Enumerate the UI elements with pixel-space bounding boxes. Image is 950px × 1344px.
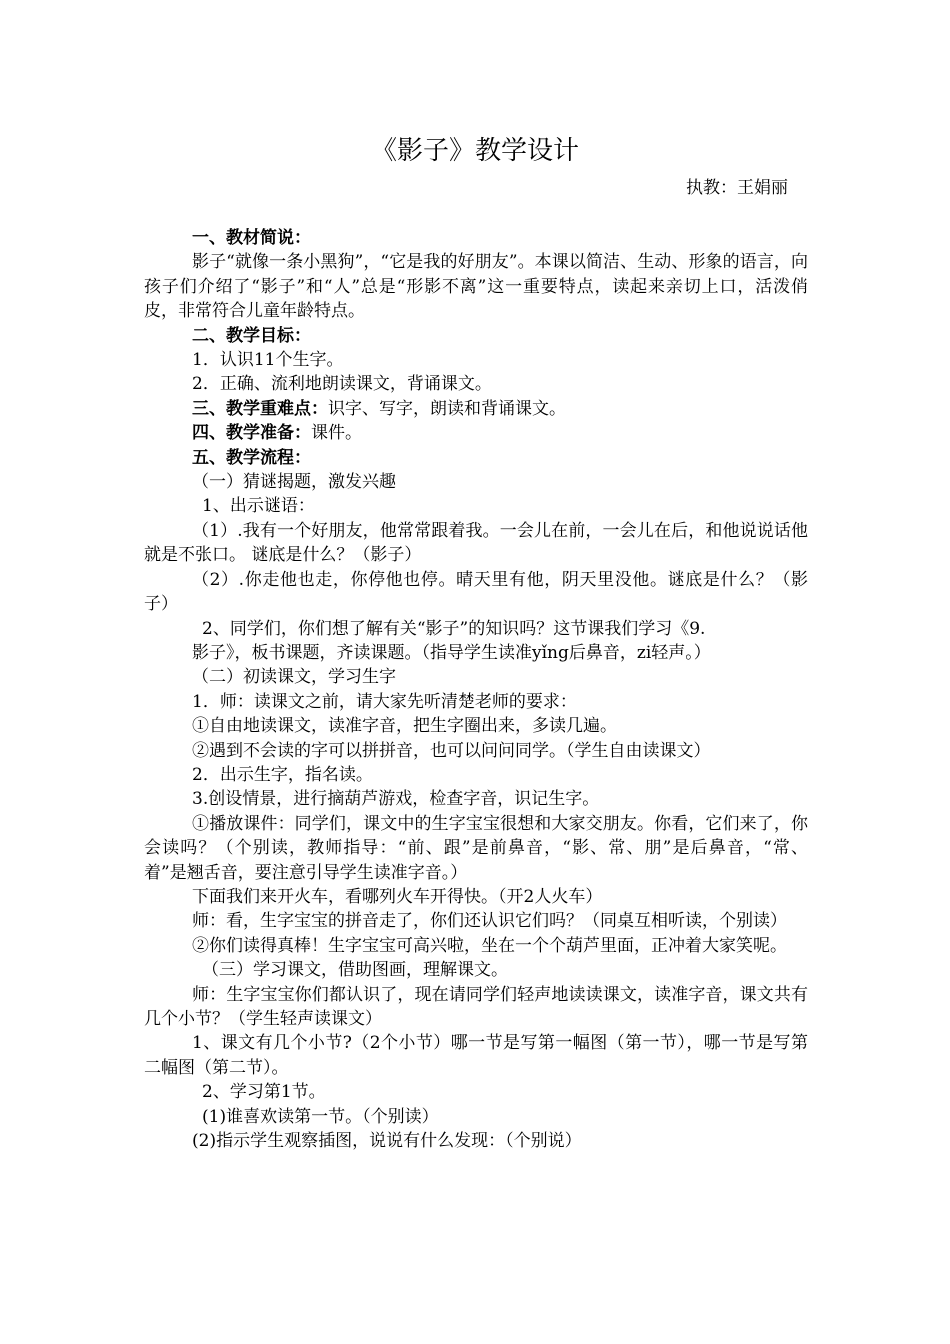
paragraph <box>144 250 808 323</box>
paragraph <box>144 739 808 763</box>
paragraph <box>144 714 808 738</box>
paragraph-text: ②遇到不会读的字可以拼拼音，也可以问问同学。（学生自由读课文） <box>192 740 711 761</box>
paragraph-text: （1）.我有一个好朋友，他常常跟着我。一会儿在前，一会儿在后，和他说说话他就是不张口。 谜底是什么？（影子） <box>144 520 808 566</box>
paragraph <box>144 226 808 250</box>
document-title: 《影子》教学设计 <box>370 136 579 166</box>
paragraph <box>144 885 808 909</box>
paragraph-text: 课件。 <box>311 423 362 444</box>
paragraph-text: 2、同学们，你们想了解有关“影子”的知识吗？这节课我们学习《9. <box>202 618 706 639</box>
paragraph-text: ①自由地读课文，读准字音，把生字圈出来，多读几遍。 <box>192 716 617 737</box>
paragraph-text: ②你们读得真棒！生字宝宝可高兴啦，坐在一个个葫芦里面，正冲着大家笑呢。 <box>192 935 787 956</box>
document-author: 执教：王娟丽 <box>686 178 788 198</box>
paragraph-text: (1)谁喜欢读第一节。（个别读） <box>202 1106 439 1127</box>
paragraph <box>144 421 808 445</box>
paragraph <box>144 617 808 641</box>
paragraph-text: （一）猜谜揭题，激发兴趣 <box>192 472 396 493</box>
paragraph <box>144 641 808 665</box>
paragraph-text: 1．师：读课文之前，请大家先听清楚老师的要求： <box>192 691 577 712</box>
paragraph-text: 识字、写字，朗读和背诵课文。 <box>328 398 566 419</box>
section-heading: 三、教学重难点： <box>192 398 328 419</box>
paragraph <box>144 665 808 689</box>
paragraph <box>144 494 808 518</box>
paragraph-text: 2、学习第1节。 <box>202 1082 326 1103</box>
paragraph <box>144 763 808 787</box>
paragraph-text: 师：生字宝宝你们都认识了，现在请同学们轻声地读读课文，读准字音，课文共有几个小节？（学生轻声读课文） <box>144 984 808 1029</box>
paragraph-text: （三）学习课文，借助图画，理解课文。 <box>202 960 508 981</box>
section-heading: 二、教学目标： <box>192 325 311 346</box>
paragraph <box>144 690 808 714</box>
paragraph <box>144 812 808 885</box>
paragraph-text: （二）初读课文，学习生字 <box>192 667 396 688</box>
section-heading: 一、教材简说： <box>192 228 311 248</box>
paragraph <box>144 1080 808 1104</box>
paragraph <box>144 1031 808 1080</box>
paragraph <box>144 348 808 372</box>
paragraph-text: ①播放课件：同学们，课文中的生字宝宝很想和大家交朋友。你看，它们来了，你会读吗？（个别读，教师指导：“前、跟”是前鼻音，“影、常、朋”是后鼻音，“常、着”是翘舌音，要注意引导学生读准字音。） <box>144 813 808 883</box>
paragraph-text: 1、出示谜语： <box>202 496 315 517</box>
paragraph <box>144 324 808 348</box>
paragraph <box>144 397 808 421</box>
paragraph <box>144 446 808 470</box>
paragraph-text: （2）.你走他也走，你停他也停。晴天里有他，阴天里没他。谜底是什么？（影子） <box>144 569 808 615</box>
paragraph <box>144 787 808 811</box>
paragraph <box>144 1105 808 1129</box>
paragraph <box>144 958 808 982</box>
paragraph-text: (2)指示学生观察插图，说说有什么发现：（个别说） <box>192 1131 582 1152</box>
paragraph-text: 2．出示生字，指名读。 <box>192 764 373 785</box>
paragraph-text: 影子“就像一条小黑狗”，“它是我的好朋友”。本课以简洁、生动、形象的语言，向孩子们介绍了“影子”和“人”总是“形影不离”这一重要特点，读起来亲切上口，活泼俏皮，非常符合儿童年龄特点。 <box>144 252 808 322</box>
paragraph <box>144 934 808 958</box>
paragraph <box>144 568 808 617</box>
paragraph-text: 师：看，生字宝宝的拼音走了，你们还认识它们吗？（同桌互相听读，个别读） <box>192 911 787 932</box>
document-body <box>144 226 808 1153</box>
paragraph-text: 影子》，板书课题，齐读课题。（指导学生读准yǐng后鼻音，zi轻声。） <box>192 642 711 663</box>
paragraph <box>144 519 808 568</box>
section-heading: 五、教学流程： <box>192 447 311 468</box>
paragraph-text: 1、课文有几个小节?（2个小节）哪一节是写第一幅图（第一节），哪一节是写第二幅图（第二节）。 <box>144 1033 808 1078</box>
paragraph-text: 下面我们来开火车，看哪列火车开得快。（开2人火车） <box>192 886 603 907</box>
paragraph-text: 1．认识11个生字。 <box>192 350 344 371</box>
paragraph <box>144 909 808 933</box>
paragraph <box>144 372 808 396</box>
paragraph <box>144 983 808 1032</box>
paragraph <box>144 1129 808 1153</box>
paragraph <box>144 470 808 494</box>
paragraph-text: 2．正确、流利地朗读课文，背诵课文。 <box>192 374 492 395</box>
paragraph-text: 3.创设情景，进行摘葫芦游戏，检查字音，识记生字。 <box>192 789 600 810</box>
section-heading: 四、教学准备： <box>192 423 311 444</box>
